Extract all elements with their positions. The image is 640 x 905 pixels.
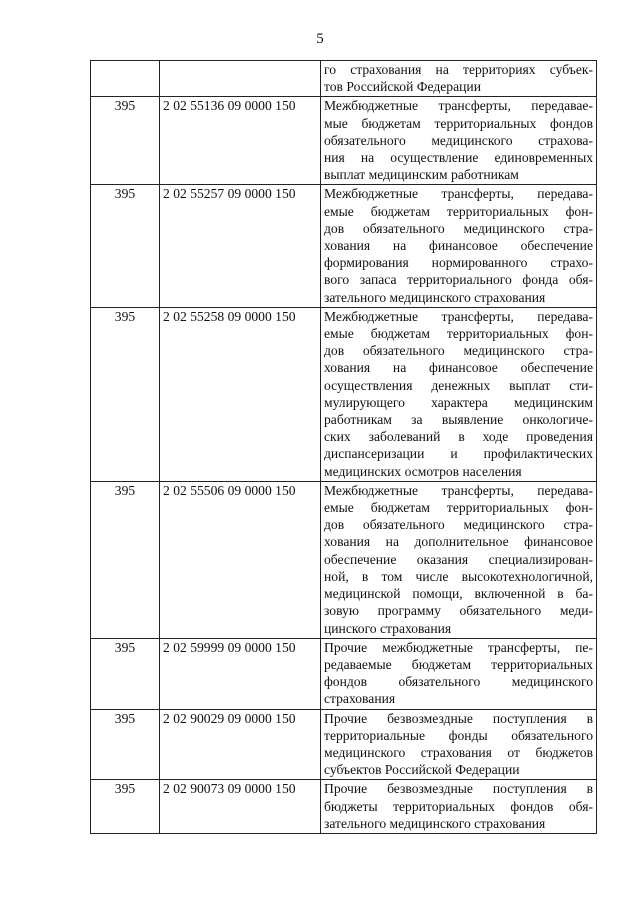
description-line: тов Российской Федерации (324, 79, 481, 95)
budget-classification-table (90, 60, 597, 834)
description-line: Межбюджетные трансферты, передава- (324, 308, 593, 324)
budget-code-cell: 2 02 59999 09 0000 150 (160, 638, 321, 709)
description-line: Межбюджетные трансферты, передава- (324, 186, 593, 202)
admin-code-cell: 395 (91, 481, 160, 638)
description-line: Прочие безвозмездные поступления в (324, 710, 593, 726)
table-row (91, 709, 597, 780)
table-row (91, 481, 597, 638)
description-line: выплат медицинским работникам (324, 167, 519, 183)
admin-code-cell: 395 (91, 97, 160, 185)
description-line: обязательного медицинского страхова- (324, 132, 593, 148)
description-line: ских заболеваний в ходе проведения (324, 429, 593, 445)
description-line: формирования нормированного страхо- (324, 255, 593, 271)
description-line: зательного медицинского страхования (324, 289, 546, 305)
description-cell (321, 97, 597, 185)
description-cell (321, 709, 597, 780)
description-line: Межбюджетные трансферты, передавае- (324, 98, 593, 114)
table-row (91, 307, 597, 481)
description-cell (321, 481, 597, 638)
budget-code-cell: 2 02 55257 09 0000 150 (160, 185, 321, 307)
description-line: субъектов Российской Федерации (324, 762, 520, 778)
budget-code-cell (160, 61, 321, 97)
description-line: зовую программу обязательного меди- (324, 603, 593, 619)
budget-code-cell: 2 02 90029 09 0000 150 (160, 709, 321, 780)
description-line: территориальные фонды обязательного (324, 727, 593, 743)
description-line: хования на финансовое обеспечение (324, 238, 593, 254)
admin-code-cell: 395 (91, 185, 160, 307)
description-line: мые бюджетам территориальных фондов (324, 115, 593, 131)
description-line: Прочие межбюджетные трансферты, пе- (324, 639, 593, 655)
description-line: обеспечение оказания специализирован- (324, 551, 593, 567)
description-line: работникам за выявление онкологиче- (324, 412, 593, 428)
description-line: ной, в том числе высокотехнологичной, (324, 568, 593, 584)
description-line: осуществления денежных выплат сти- (324, 377, 593, 393)
table-row (91, 780, 597, 834)
description-cell (321, 307, 597, 481)
description-line: бюджеты территориальных фондов обя- (324, 798, 593, 814)
table-body (91, 61, 597, 834)
description-line: диспансеризации и профилактических (324, 446, 593, 462)
description-line: емые бюджетам территориальных фон- (324, 203, 593, 219)
table-row (91, 638, 597, 709)
description-line: зательного медицинского страхования (324, 815, 546, 831)
budget-code-cell: 2 02 55136 09 0000 150 (160, 97, 321, 185)
description-line: цинского страхования (324, 620, 452, 636)
description-line: страхования (324, 691, 396, 707)
description-cell (321, 780, 597, 834)
description-line: дов обязательного медицинского стра- (324, 220, 593, 236)
budget-code-cell: 2 02 90073 09 0000 150 (160, 780, 321, 834)
description-cell (321, 638, 597, 709)
description-line: Прочие безвозмездные поступления в (324, 781, 593, 797)
admin-code-cell: 395 (91, 780, 160, 834)
description-line: медицинских осмотров населения (324, 463, 522, 479)
admin-code-cell: 395 (91, 709, 160, 780)
description-line: ния на осуществление единовременных (324, 150, 593, 166)
description-cell (321, 185, 597, 307)
description-line: фондов обязательного медицинского (324, 674, 593, 690)
description-line: хования на финансовое обеспечение (324, 360, 593, 376)
table-row (91, 61, 597, 97)
description-line: го страхования на территориях субъек- (324, 62, 593, 77)
budget-code-cell: 2 02 55506 09 0000 150 (160, 481, 321, 638)
description-line: вого запаса территориального фонда обя- (324, 272, 593, 288)
description-line: хования на дополнительное финансовое (324, 534, 593, 550)
description-line: медицинского страхования от бюджетов (324, 744, 593, 760)
description-line: редаваемые бюджетам территориальных (324, 656, 593, 672)
description-line: медицинской помощи, включенной в ба- (324, 586, 593, 602)
budget-code-cell: 2 02 55258 09 0000 150 (160, 307, 321, 481)
description-line: Межбюджетные трансферты, передава- (324, 482, 593, 498)
description-cell (321, 61, 597, 97)
description-line: дов обязательного медицинского стра- (324, 343, 593, 359)
admin-code-cell: 395 (91, 638, 160, 709)
description-line: дов обязательного медицинского стра- (324, 517, 593, 533)
page-number: 5 (316, 31, 324, 47)
table-row (91, 97, 597, 185)
description-line: емые бюджетам территориальных фон- (324, 500, 593, 516)
table-row (91, 185, 597, 307)
description-line: мулирующего характера медицинским (324, 394, 593, 410)
description-line: емые бюджетам территориальных фон- (324, 326, 593, 342)
admin-code-cell: 395 (91, 307, 160, 481)
admin-code-cell (91, 61, 160, 97)
